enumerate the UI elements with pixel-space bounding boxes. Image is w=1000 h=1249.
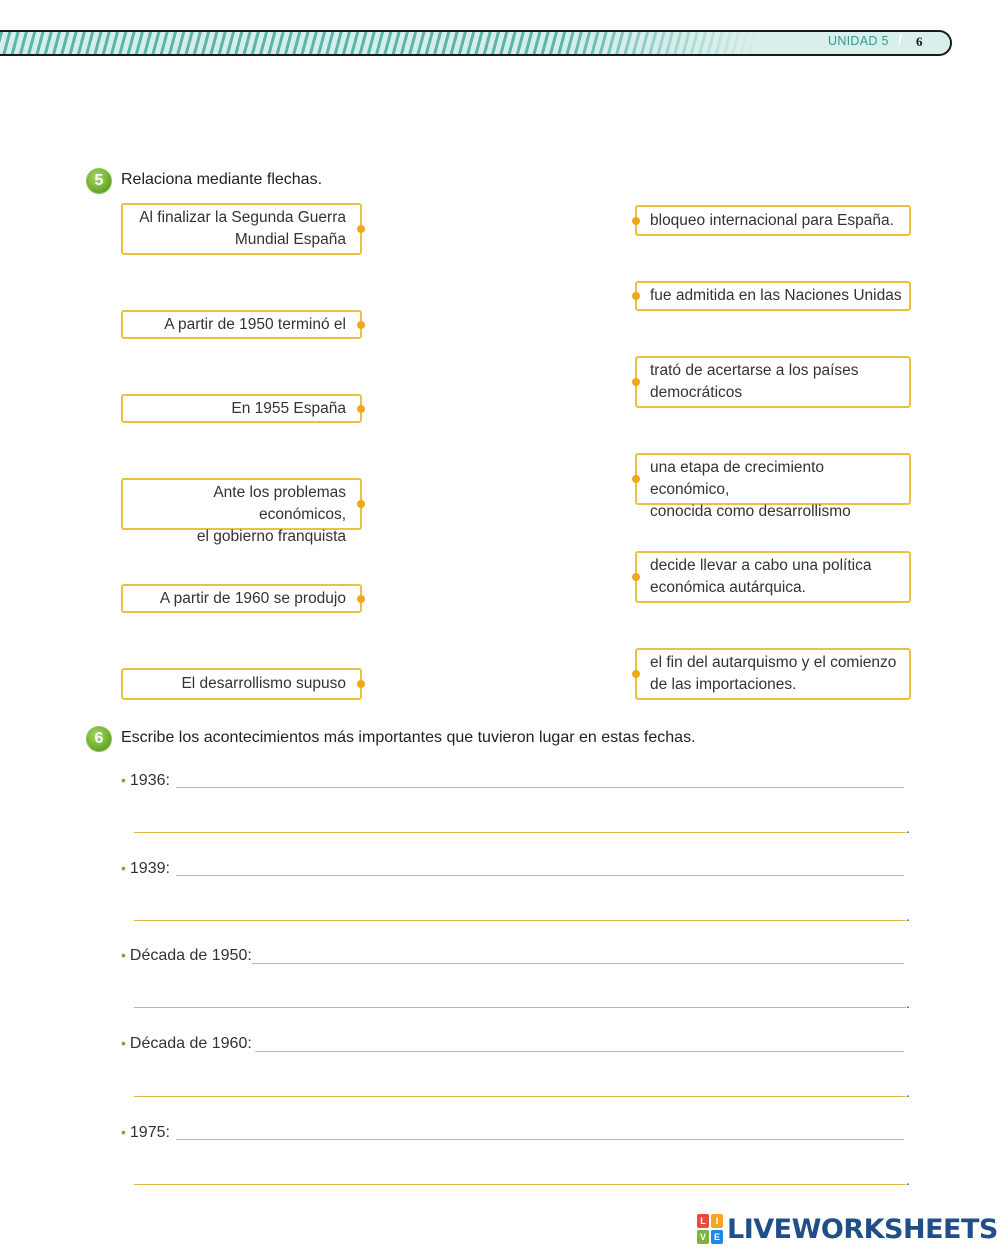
exercise-5-title: Relaciona mediante flechas. [121,171,323,188]
answer-line[interactable] [134,1096,906,1097]
right-item-text: económica autárquica. [650,579,806,596]
right-item-5[interactable] [635,551,911,603]
bullet-icon: • [121,1124,126,1140]
left-item-text: el gobierno franquista [196,528,346,545]
date-item-1939 [121,860,170,878]
date-item-1936 [121,772,170,790]
connector-dot[interactable] [632,573,640,581]
date-label: Década de 1950: [129,947,252,964]
answer-line[interactable] [255,1051,904,1052]
logo-mark-letter: L [697,1214,709,1228]
right-item-text: de las importaciones. [650,676,797,693]
right-item-text: el fin del autarquismo y el comienzo [650,654,897,671]
liveworksheets-logo [697,1212,998,1246]
logo-mark-letter: I [711,1214,723,1228]
answer-line[interactable] [252,963,904,964]
left-item-text: A partir de 1950 terminó el [164,315,346,333]
connector-dot[interactable] [632,378,640,386]
page-number: 6 [916,34,923,49]
left-item-6[interactable] [121,668,362,700]
date-item-1950s [121,947,252,965]
header-bar [0,30,952,56]
right-item-text: trató de acertarse a los países [650,362,859,379]
right-item-6[interactable] [635,648,911,700]
left-item-text: Al finalizar la Segunda Guerra [139,209,346,226]
connector-dot[interactable] [632,475,640,483]
date-item-1975 [121,1124,170,1142]
date-label: Década de 1960: [129,1035,252,1052]
right-item-3[interactable] [635,356,911,408]
right-item-text: decide llevar a cabo una política [650,557,872,574]
connector-dot[interactable] [357,225,365,233]
connector-dot[interactable] [357,595,365,603]
bullet-icon: • [121,947,126,963]
right-item-text: fue admitida en las Naciones Unidas [650,287,902,304]
connector-dot[interactable] [357,405,365,413]
answer-line[interactable] [134,832,906,833]
left-item-2[interactable] [121,310,362,339]
line-period: . [906,908,910,924]
right-item-text: democráticos [650,384,743,401]
right-item-2[interactable] [635,281,911,311]
left-item-text: Ante los problemas económicos, [213,484,346,523]
exercise-5-badge: 5 [86,168,112,194]
answer-line[interactable] [176,875,904,876]
bullet-icon: • [121,772,126,788]
left-item-text: Mundial España [234,231,346,248]
left-item-text: A partir de 1960 se produjo [159,589,346,607]
connector-dot[interactable] [357,500,365,508]
right-item-text: conocida como desarrollismo [650,503,851,520]
left-item-text: En 1955 España [231,399,346,417]
connector-dot[interactable] [632,670,640,678]
left-item-3[interactable] [121,394,362,423]
bullet-icon: • [121,1035,126,1051]
answer-line[interactable] [176,1139,904,1140]
logo-mark-letter: V [697,1230,709,1244]
date-label: 1939: [129,860,170,877]
right-item-text: bloqueo internacional para España. [650,211,894,229]
logo-text: LIVEWORKSHEETS [727,1213,998,1245]
answer-line[interactable] [134,1184,906,1185]
unit-label: UNIDAD 5 [828,34,889,48]
left-item-5[interactable] [121,584,362,613]
connector-dot[interactable] [357,321,365,329]
left-item-text: El desarrollismo supuso [181,675,346,692]
header-separator: / [898,32,903,49]
connector-dot[interactable] [632,292,640,300]
date-item-1960s [121,1035,252,1053]
connector-dot[interactable] [632,217,640,225]
line-period: . [906,995,910,1011]
logo-mark-icon [697,1214,723,1244]
line-period: . [906,1084,910,1100]
date-label: 1975: [129,1124,170,1141]
right-item-1[interactable] [635,205,911,236]
exercise-6-title: Escribe los acontecimientos más importantes que tuvieron lugar en estas fechas. [121,729,696,746]
answer-line[interactable] [176,787,904,788]
bullet-icon: • [121,860,126,876]
logo-mark-letter: E [711,1230,723,1244]
connector-dot[interactable] [357,680,365,688]
right-item-4[interactable] [635,453,911,520]
left-item-4[interactable] [121,478,362,545]
right-item-text: una etapa de crecimiento económico, [650,459,825,498]
line-period: . [906,1172,910,1188]
left-item-1[interactable] [121,203,362,255]
answer-line[interactable] [134,920,906,921]
exercise-6-badge: 6 [86,726,112,752]
date-label: 1936: [129,772,170,789]
answer-line[interactable] [134,1007,906,1008]
line-period: . [906,820,910,836]
